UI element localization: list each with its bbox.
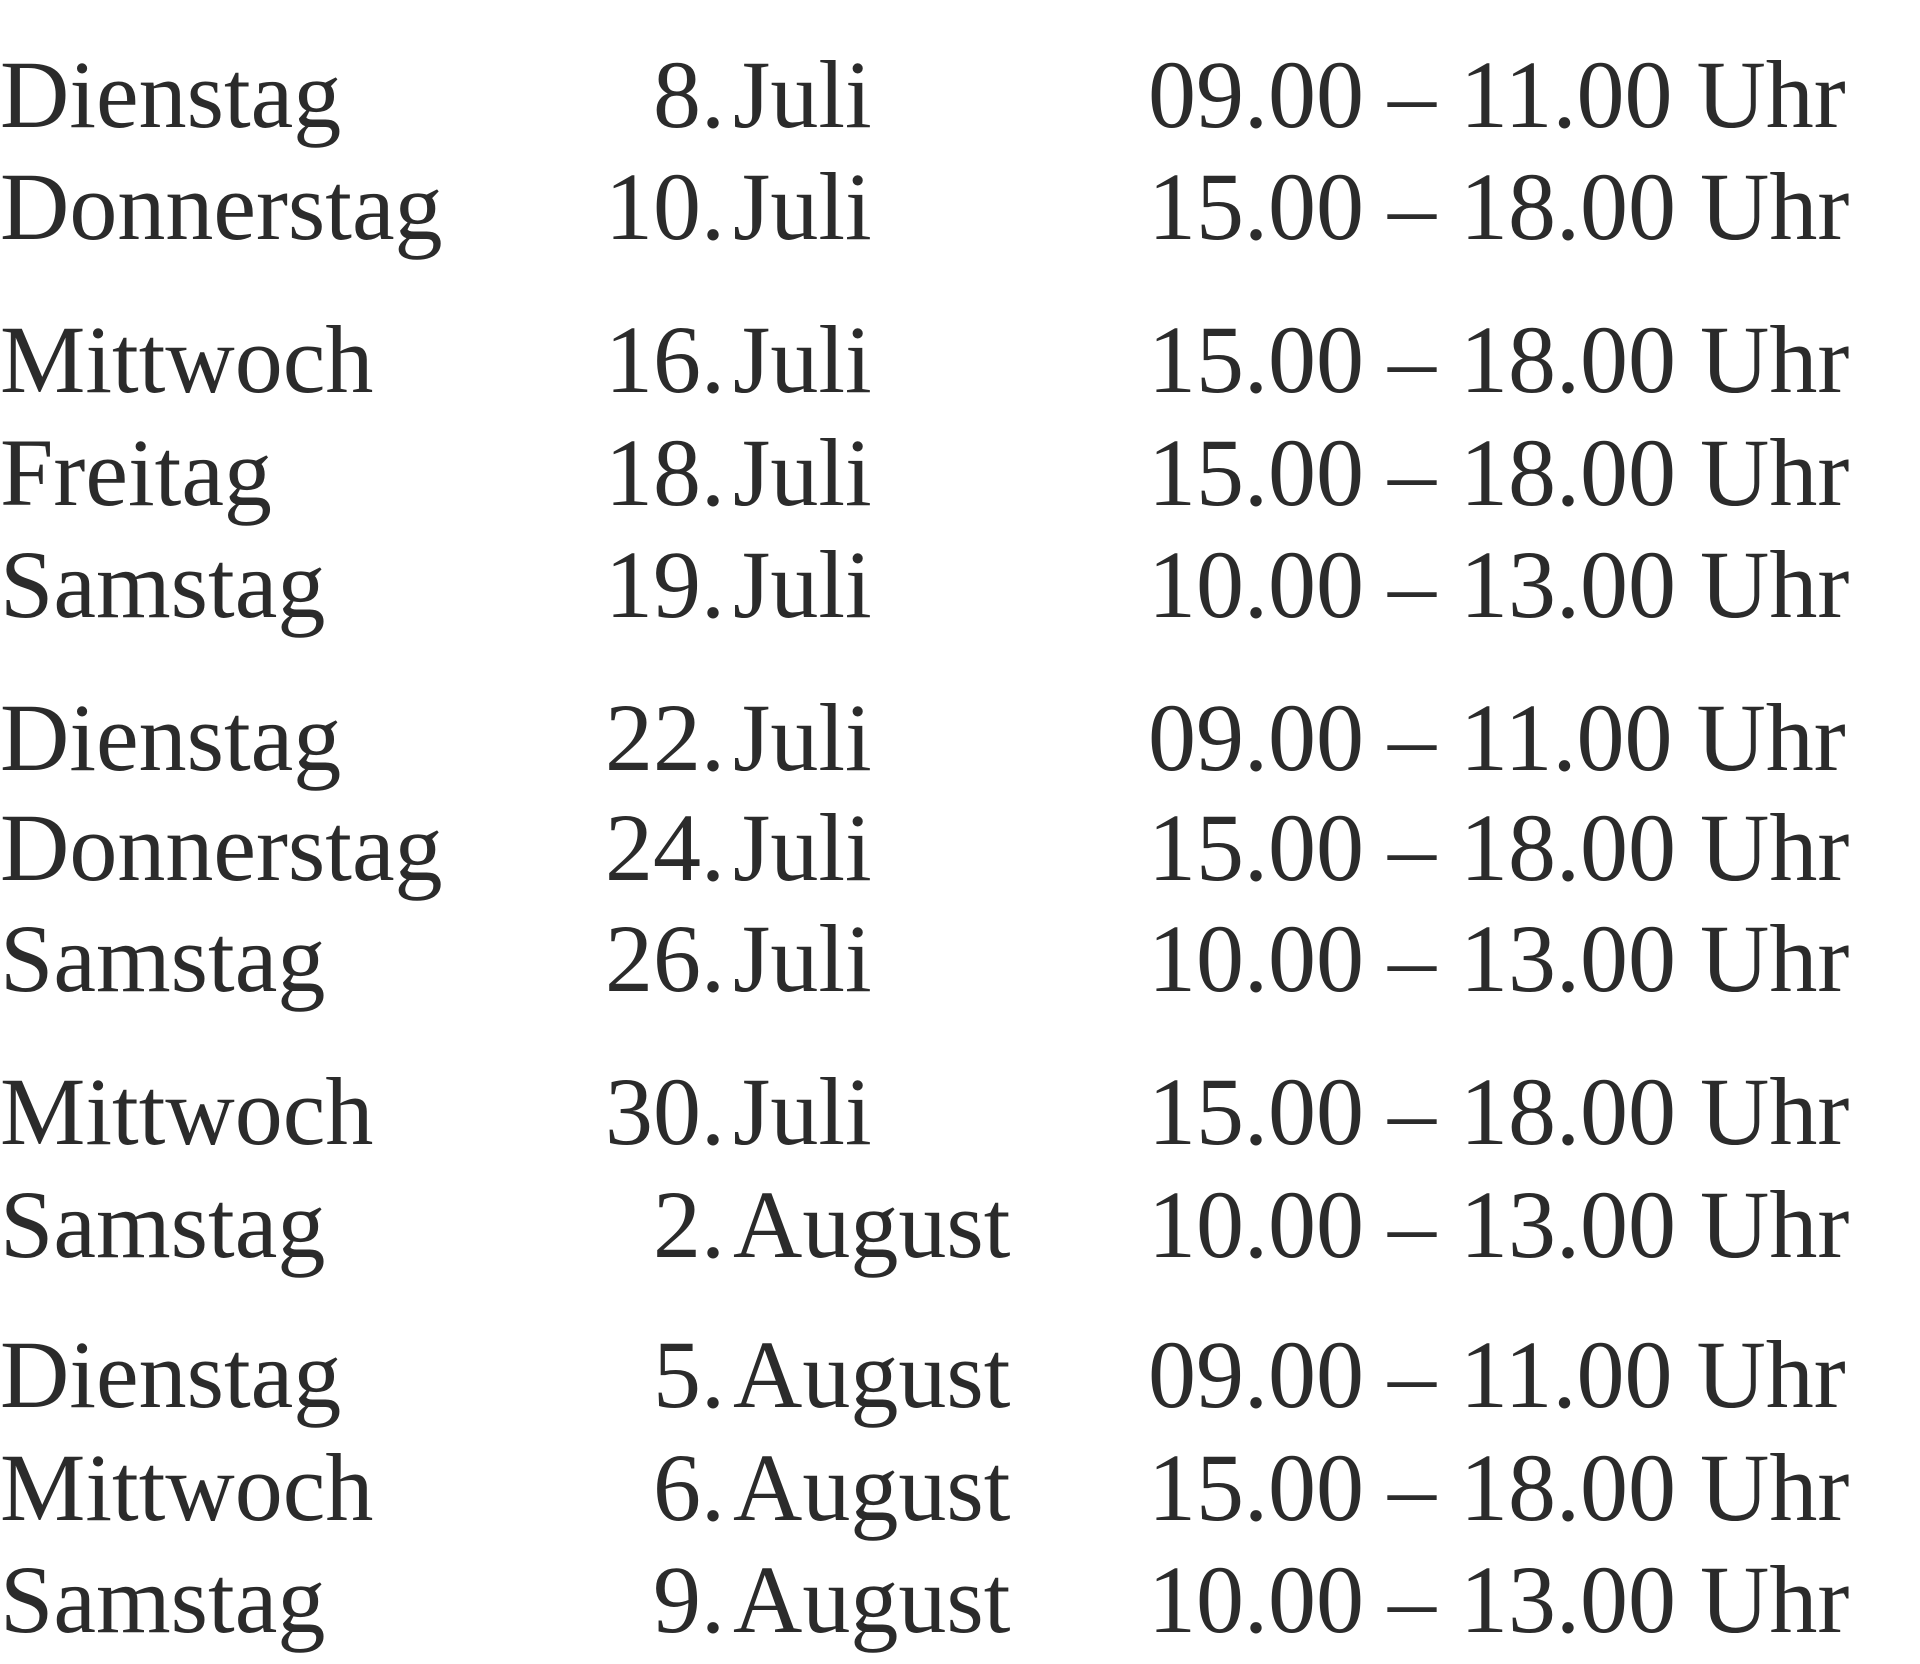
row-date — [575, 152, 1000, 262]
schedule-row — [0, 1320, 1920, 1430]
schedule-row — [0, 1545, 1920, 1655]
row-time: 15.00 – 18.00 Uhr — [1148, 1058, 1850, 1165]
row-day: Mittwoch — [0, 1058, 374, 1165]
row-date — [575, 683, 1000, 793]
row-date-number: 24. — [605, 794, 725, 901]
row-date — [575, 1170, 1011, 1280]
row-time: 15.00 – 18.00 Uhr — [1148, 1434, 1850, 1541]
row-date-number: 16. — [605, 306, 725, 413]
row-date — [575, 1057, 1000, 1167]
row-date-month: August — [733, 1171, 1011, 1278]
schedule-row — [0, 152, 1920, 262]
row-time: 10.00 – 13.00 Uhr — [1148, 905, 1850, 1012]
schedule-row — [0, 530, 1920, 640]
row-date-month: August — [733, 1321, 1011, 1428]
row-day: Samstag — [0, 905, 326, 1012]
row-date-number: 10. — [605, 153, 725, 260]
row-time: 09.00 – 11.00 Uhr — [1148, 1321, 1846, 1428]
row-day: Donnerstag — [0, 153, 443, 260]
schedule-row — [0, 40, 1920, 150]
row-day: Freitag — [0, 419, 272, 526]
row-day: Donnerstag — [0, 794, 443, 901]
row-day: Samstag — [0, 531, 326, 638]
row-date-number: 18. — [605, 419, 725, 526]
row-date-month: Juli — [733, 41, 872, 148]
row-time: 15.00 – 18.00 Uhr — [1148, 306, 1850, 413]
row-day: Dienstag — [0, 684, 342, 791]
row-time: 10.00 – 13.00 Uhr — [1148, 1546, 1850, 1653]
row-date-number: 26. — [605, 905, 725, 1012]
row-time: 15.00 – 18.00 Uhr — [1148, 153, 1850, 260]
row-date — [575, 1433, 1011, 1543]
row-date — [575, 530, 1000, 640]
row-day: Mittwoch — [0, 306, 374, 413]
row-date-number: 9. — [653, 1546, 725, 1653]
schedule-row — [0, 1170, 1920, 1280]
row-date-number: 30. — [605, 1058, 725, 1165]
schedule-row — [0, 904, 1920, 1014]
row-date — [575, 793, 1000, 903]
row-time: 09.00 – 11.00 Uhr — [1148, 684, 1846, 791]
row-date — [575, 1545, 1011, 1655]
row-date-month: Juli — [733, 531, 872, 638]
row-date-month: Juli — [733, 419, 872, 526]
row-time: 10.00 – 13.00 Uhr — [1148, 531, 1850, 638]
row-date-month: Juli — [733, 1058, 872, 1165]
row-date-number: 6. — [653, 1434, 725, 1541]
schedule-row — [0, 793, 1920, 903]
schedule-row — [0, 1433, 1920, 1543]
row-date-number: 22. — [605, 684, 725, 791]
row-date — [575, 904, 1000, 1014]
row-date-month: Juli — [733, 905, 872, 1012]
row-date-month: August — [733, 1546, 1011, 1653]
row-date — [575, 1320, 1011, 1430]
row-date-number: 19. — [605, 531, 725, 638]
row-date-month: Juli — [733, 684, 872, 791]
row-day: Mittwoch — [0, 1434, 374, 1541]
schedule-row — [0, 683, 1920, 793]
row-date — [575, 40, 1000, 150]
row-date-month: Juli — [733, 153, 872, 260]
row-date-month: Juli — [733, 794, 872, 901]
row-date-number: 2. — [653, 1171, 725, 1278]
row-date-number: 8. — [653, 41, 725, 148]
row-day: Dienstag — [0, 41, 342, 148]
row-date — [575, 418, 1000, 528]
row-day: Dienstag — [0, 1321, 342, 1428]
row-time: 10.00 – 13.00 Uhr — [1148, 1171, 1850, 1278]
row-day: Samstag — [0, 1546, 326, 1653]
schedule-row — [0, 418, 1920, 528]
row-date — [575, 305, 1000, 415]
schedule-row — [0, 1057, 1920, 1167]
row-time: 15.00 – 18.00 Uhr — [1148, 419, 1850, 526]
row-time: 15.00 – 18.00 Uhr — [1148, 794, 1850, 901]
row-time: 09.00 – 11.00 Uhr — [1148, 41, 1846, 148]
row-date-month: Juli — [733, 306, 872, 413]
row-date-month: August — [733, 1434, 1011, 1541]
row-day: Samstag — [0, 1171, 326, 1278]
row-date-number: 5. — [653, 1321, 725, 1428]
schedule-row — [0, 305, 1920, 415]
